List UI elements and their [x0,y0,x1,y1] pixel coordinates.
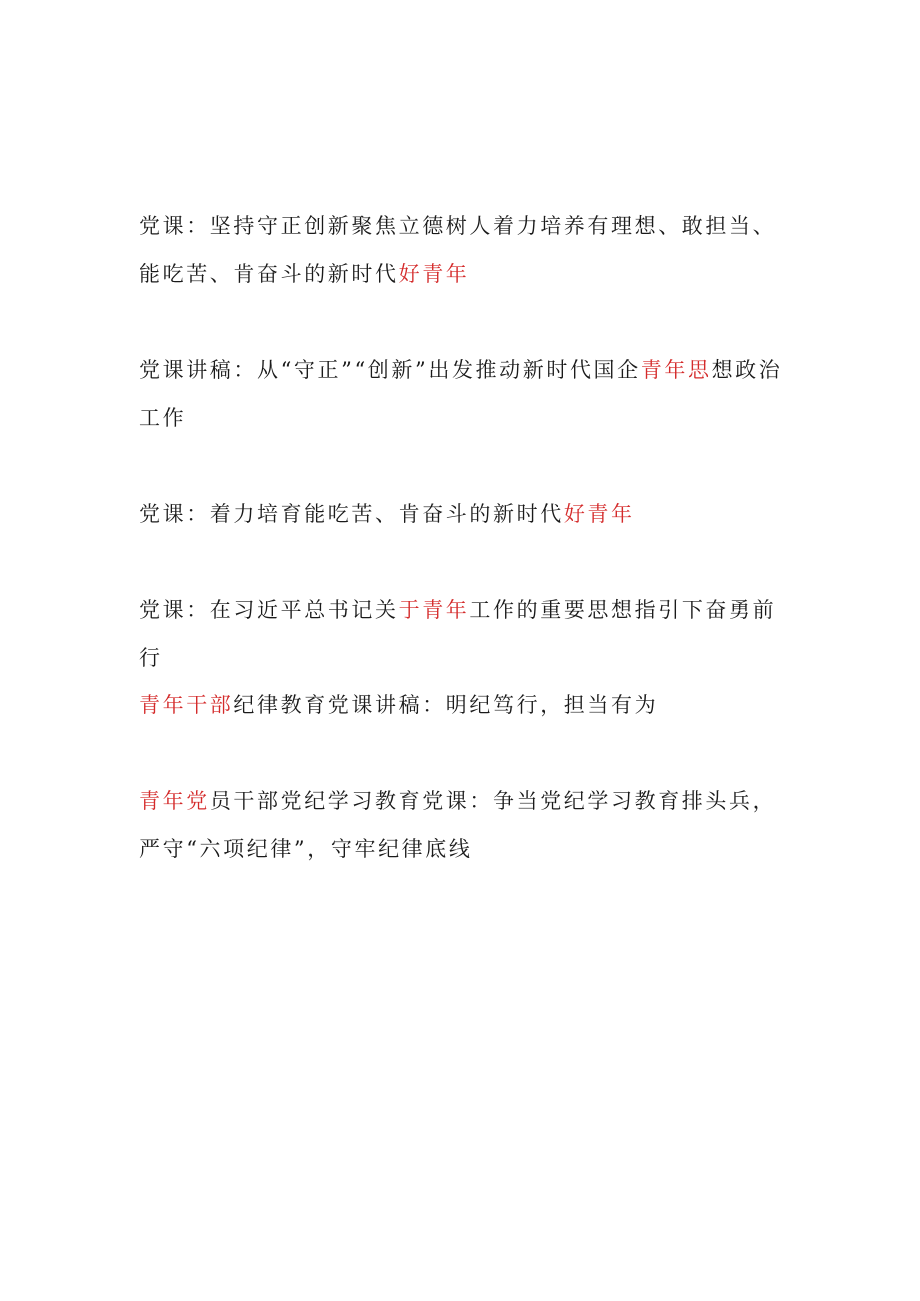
highlighted-text: 青年党 [139,789,210,813]
highlighted-text: 好青年 [563,502,635,526]
title-entry-1 [139,202,799,298]
entry-text: 想政治工作 [139,358,783,430]
title-entry-4 [139,586,799,682]
entry-text: 员干部党纪学习教育党课：争当党纪学习教育排头兵，严守“六项纪律”，守牢纪律底线 [139,789,777,861]
highlighted-text: 青年思 [640,358,712,382]
entry-text: 党课：在习近平总书记关 [139,598,399,622]
highlighted-text: 青年干部 [139,693,234,717]
title-entry-2 [139,346,799,442]
highlighted-text: 好青年 [398,262,470,286]
entry-text: 党课讲稿：从“守正”“创新”出发推动新时代国企 [139,358,641,382]
entry-text: 工作的重要思想指引下奋勇前行 [139,598,777,670]
title-entry-3 [139,490,799,538]
entry-text: 纪律教育党课讲稿：明纪笃行，担当有为 [233,693,659,717]
title-entry-6 [139,777,799,873]
title-entry-5 [139,681,799,729]
entry-text: 党课：坚持守正创新聚焦立德树人着力培养有理想、敢担当、能吃苦、肯奋斗的新时代 [139,214,777,286]
entry-text: 党课：着力培育能吃苦、肯奋斗的新时代 [139,502,564,526]
highlighted-text: 于青年 [398,598,470,622]
